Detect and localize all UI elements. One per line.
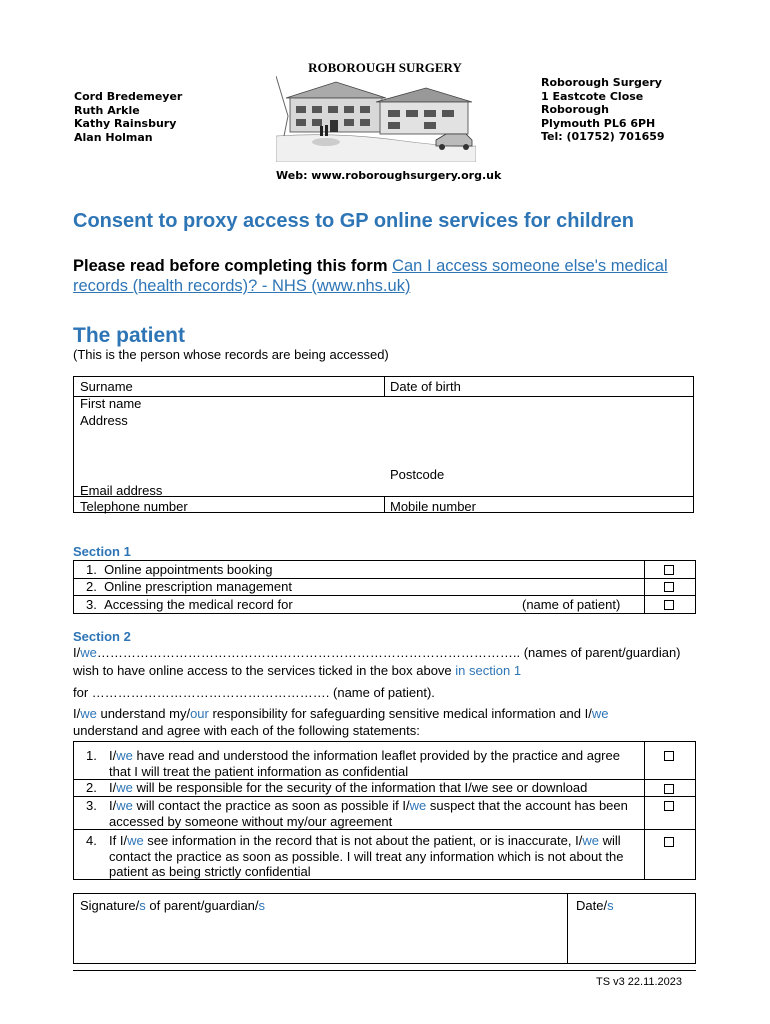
address-line: Roborough	[541, 103, 609, 116]
version-footer: TS v3 22.11.2023	[596, 976, 683, 988]
surgery-address	[541, 76, 665, 144]
statement-text: I/we will be responsible for the security of the information that I/we see or download	[109, 780, 588, 795]
read-before-text: Please read before completing this form	[73, 257, 393, 275]
statements-table	[73, 741, 696, 880]
date-label: Date/s	[576, 898, 614, 913]
address-line: Plymouth PL6 6PH	[541, 116, 656, 130]
statement-number: 2.	[86, 780, 97, 795]
signature-table	[73, 893, 696, 964]
section2-line1: I/we…………………………………………………………………………………….. (names of parent/guardian)	[73, 645, 681, 660]
doctors-list	[74, 90, 182, 144]
section2-line2: wish to have online access to the services ticked in the box above in section 1	[73, 663, 522, 678]
address-line: Tel: (01752) 701659	[541, 130, 665, 143]
doctor-name: Kathy Rainsbury	[74, 117, 177, 130]
statement-text: I/we have read and understood the information leaflet provided by the practice and agree that I will treat the patient information as confidential	[109, 748, 620, 779]
statement-4-checkbox[interactable]	[664, 837, 674, 847]
read-before-notice	[73, 256, 713, 296]
list-item: 2. Online prescription management	[86, 579, 292, 594]
first-name-label: First name	[80, 396, 142, 411]
statement-2-checkbox[interactable]	[664, 784, 674, 794]
doctor-name: Alan Holman	[74, 130, 153, 144]
appointments-checkbox[interactable]	[664, 565, 674, 575]
section2-heading: Section 2	[73, 629, 131, 644]
mobile-label: Mobile number	[390, 499, 476, 514]
section2-line3: for ………………………………………………. (name of patient).	[73, 685, 435, 700]
address-line: Roborough Surgery	[541, 76, 662, 89]
footer-divider	[73, 970, 696, 971]
dob-label: Date of birth	[390, 379, 461, 394]
name-of-patient-label: (name of patient)	[522, 597, 621, 612]
doctor-name: Ruth Arkle	[74, 103, 140, 117]
address-line: 1 Eastcote Close	[541, 89, 644, 103]
signature-label: Signature/s of parent/guardian/s	[80, 898, 266, 913]
statement-text: I/we will contact the practice as soon as possible if I/we suspect that the account has been accessed by someone without my/our agreement	[109, 798, 628, 829]
page-title: Consent to proxy access to GP online services for children	[73, 210, 634, 232]
section2-line5: understand and agree with each of the following statements:	[73, 723, 420, 738]
statement-3-checkbox[interactable]	[664, 801, 674, 811]
list-item: 1. Online appointments booking	[86, 562, 273, 577]
statement-number: 1.	[86, 748, 97, 763]
website: Web: www.roboroughsurgery.org.uk	[276, 169, 502, 182]
section2-line4: I/we understand my/our responsibility for safeguarding sensitive medical information and I/we	[73, 706, 609, 721]
patient-details-table	[73, 376, 694, 513]
doctor-name: Cord Bredemeyer	[74, 90, 183, 103]
statement-number: 4.	[86, 833, 97, 848]
list-item: 3. Accessing the medical record for	[86, 597, 293, 612]
surgery-building-illustration	[276, 76, 476, 162]
statement-text: If I/we see information in the record that is not about the patient, or is inaccurate, I/we will contact the practice as soon as possible. I will treat any information which is not about the patient as being strictly confidential	[109, 833, 624, 879]
patient-subheading: (This is the person whose records are being accessed)	[73, 347, 389, 362]
section1-heading: Section 1	[73, 544, 131, 559]
telephone-label: Telephone number	[80, 499, 188, 514]
surgery-title: ROBOROUGH SURGERY	[308, 60, 462, 75]
patient-heading: The patient	[73, 324, 186, 347]
statement-1-checkbox[interactable]	[664, 751, 674, 761]
surname-label: Surname	[80, 379, 133, 394]
prescriptions-checkbox[interactable]	[664, 582, 674, 592]
medical-record-checkbox[interactable]	[664, 600, 674, 610]
address-label: Address	[80, 413, 128, 428]
statement-number: 3.	[86, 798, 97, 813]
section1-table	[73, 560, 696, 614]
nhs-link[interactable]: Can I access someone else's medical records (health records)? - NHS (www.nhs.uk)	[73, 257, 668, 295]
email-label: Email address	[80, 483, 163, 498]
postcode-label: Postcode	[390, 467, 445, 482]
